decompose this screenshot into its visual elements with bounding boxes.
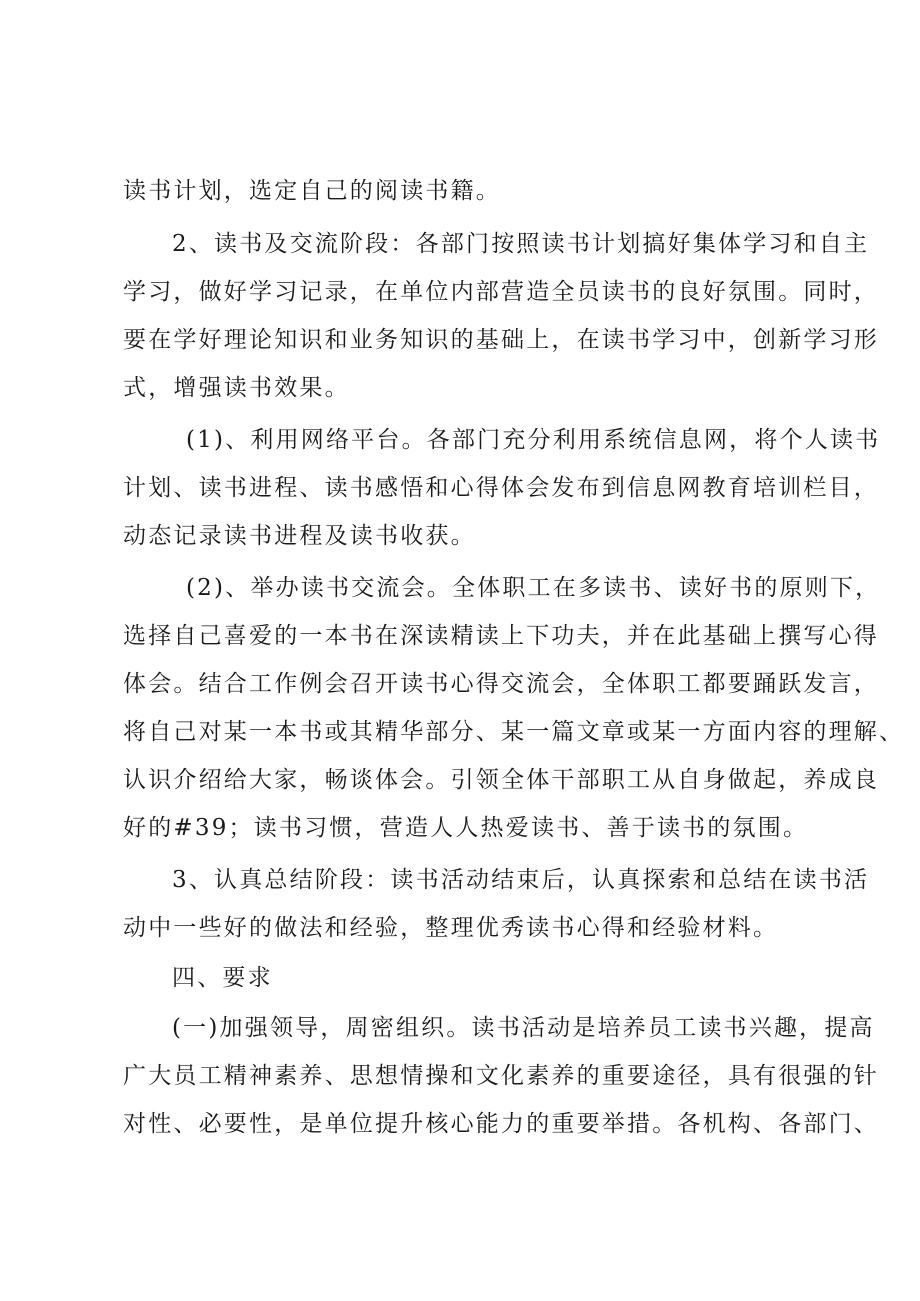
text-line: 读书计划，选定自己的阅读书籍。 (123, 178, 501, 204)
text-line: 认识介绍给大家，畅谈体会。引领全体干部职工从自身做起，养成良 (123, 767, 879, 793)
text-line: (一)加强领导，周密组织。读书活动是培养员工读书兴趣，提高 (172, 1015, 875, 1041)
text-line: 2、读书及交流阶段：各部门按照读书计划搞好集体学习和自主 (172, 231, 870, 257)
text-line: 3、认真总结阶段：读书活动结束后，认真探索和总结在读书活 (172, 867, 870, 893)
text-line: 式，增强读书效果。 (123, 375, 350, 401)
text-line: 选择自己喜爱的一本书在深读精读上下功夫，并在此基础上撰写心得 (123, 623, 879, 649)
text-line: 好的#39；读书习惯，营造人人热爱读书、善于读书的氛围。 (123, 815, 809, 841)
text-line: (1)、利用网络平台。各部门充分利用系统信息网，将个人读书 (186, 427, 881, 453)
text-line: (2)、举办读书交流会。全体职工在多读书、读好书的原则下， (186, 575, 881, 601)
text-line: 要在学好理论知识和业务知识的基础上，在读书学习中，创新学习形 (123, 327, 879, 353)
text-line: 动态记录读书进程及读书收获。 (123, 523, 476, 549)
text-line: 对性、必要性，是单位提升核心能力的重要举措。各机构、各部门、 (123, 1111, 879, 1137)
text-line: 体会。结合工作例会召开读书心得交流会，全体职工都要踊跃发言， (123, 671, 879, 697)
text-line: 将自己对某一本书或其精华部分、某一篇文章或某一方面内容的理解、 (123, 719, 905, 745)
text-line: 学习，做好学习记录，在单位内部营造全员读书的良好氛围。同时， (123, 279, 879, 305)
text-line: 广大员工精神素养、思想情操和文化素养的重要途径，具有很强的针 (123, 1063, 879, 1089)
text-line: 计划、读书进程、读书感悟和心得体会发布到信息网教育培训栏目， (123, 475, 879, 501)
section-heading: 四、要求 (172, 965, 273, 991)
text-line: 动中一些好的做法和经验，整理优秀读书心得和经验材料。 (123, 915, 779, 941)
